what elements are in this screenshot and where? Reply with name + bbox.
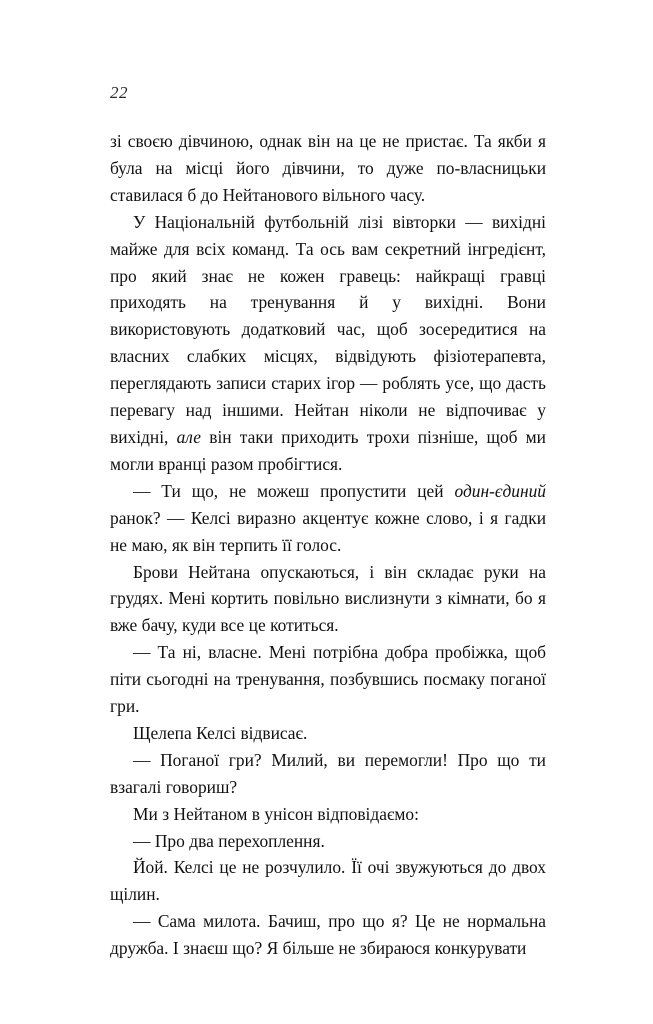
text-run: Брови Нейтана опускаються, і він складає руки на грудях. Мені кортить повільно вислизнути з кімнати, бо я вже бачу, куди все це котиться. bbox=[110, 561, 546, 636]
emphasis-text: один-єдиний bbox=[454, 480, 546, 501]
text-run: — Ти що, не можеш пропустити цей bbox=[133, 480, 455, 501]
paragraph bbox=[110, 801, 546, 828]
text-run: — Про два перехоплення. bbox=[133, 830, 325, 851]
paragraph bbox=[110, 828, 546, 855]
paragraph bbox=[110, 209, 546, 478]
text-run: — Поганої гри? Милий, ви перемогли! Про що ти взагалі говориш? bbox=[110, 749, 546, 797]
text-run: Щелепа Келсі відвисає. bbox=[133, 722, 308, 743]
text-run: він таки приходить трохи пізніше, щоб ми могли вранці разом пробігтися. bbox=[110, 426, 546, 474]
text-run: зі своєю дівчиною, однак він на це не пристає. Та якби я була на місці його дівчини, то дуже по-власницьки ставилася б до Нейтанового вільного часу. bbox=[110, 131, 546, 205]
paragraph bbox=[110, 747, 546, 801]
text-run: ранок? — Келсі виразно акцентує кожне слово, і я гадки не маю, як він терпить її голос. bbox=[110, 507, 546, 555]
page-number: 22 bbox=[110, 83, 128, 102]
paragraph bbox=[110, 908, 546, 962]
paragraph bbox=[110, 854, 546, 908]
text-run: У Національній футбольній лізі вівторки — вихідні майже для всіх команд. Та ось вам секретний інгредієнт, про який знає не кожен гравець: найкращі гравці приходять на тренування й у вихідні. Вони використовують додатковий час, щоб зосередитися на власних слабких місцях, відвідують фізіотерапевта, переглядають записи старих ігор — роблять усе, що дасть перевагу над іншими. Нейтан ніколи не відпочиває у вихідні, bbox=[110, 211, 546, 447]
paragraph bbox=[110, 720, 546, 747]
text-run: Йой. Келсі це не розчулило. Її очі звужуються до двох щілин. bbox=[110, 857, 546, 905]
body-text-block bbox=[110, 128, 546, 962]
paragraph bbox=[110, 478, 546, 559]
emphasis-text: але bbox=[176, 426, 202, 447]
paragraph bbox=[110, 639, 546, 720]
paragraph bbox=[110, 128, 546, 209]
paragraph bbox=[110, 559, 546, 640]
text-run: — Та ні, власне. Мені потрібна добра пробіжка, щоб піти сьогодні на тренування, позбувшись посмаку поганої гри. bbox=[110, 642, 546, 717]
text-run: Ми з Нейтаном в унісон відповідаємо: bbox=[133, 803, 419, 824]
text-run: — Сама милота. Бачиш, про що я? Це не нормальна дружба. І знаєш що? Я більше не збираюся конкурувати bbox=[110, 911, 546, 959]
